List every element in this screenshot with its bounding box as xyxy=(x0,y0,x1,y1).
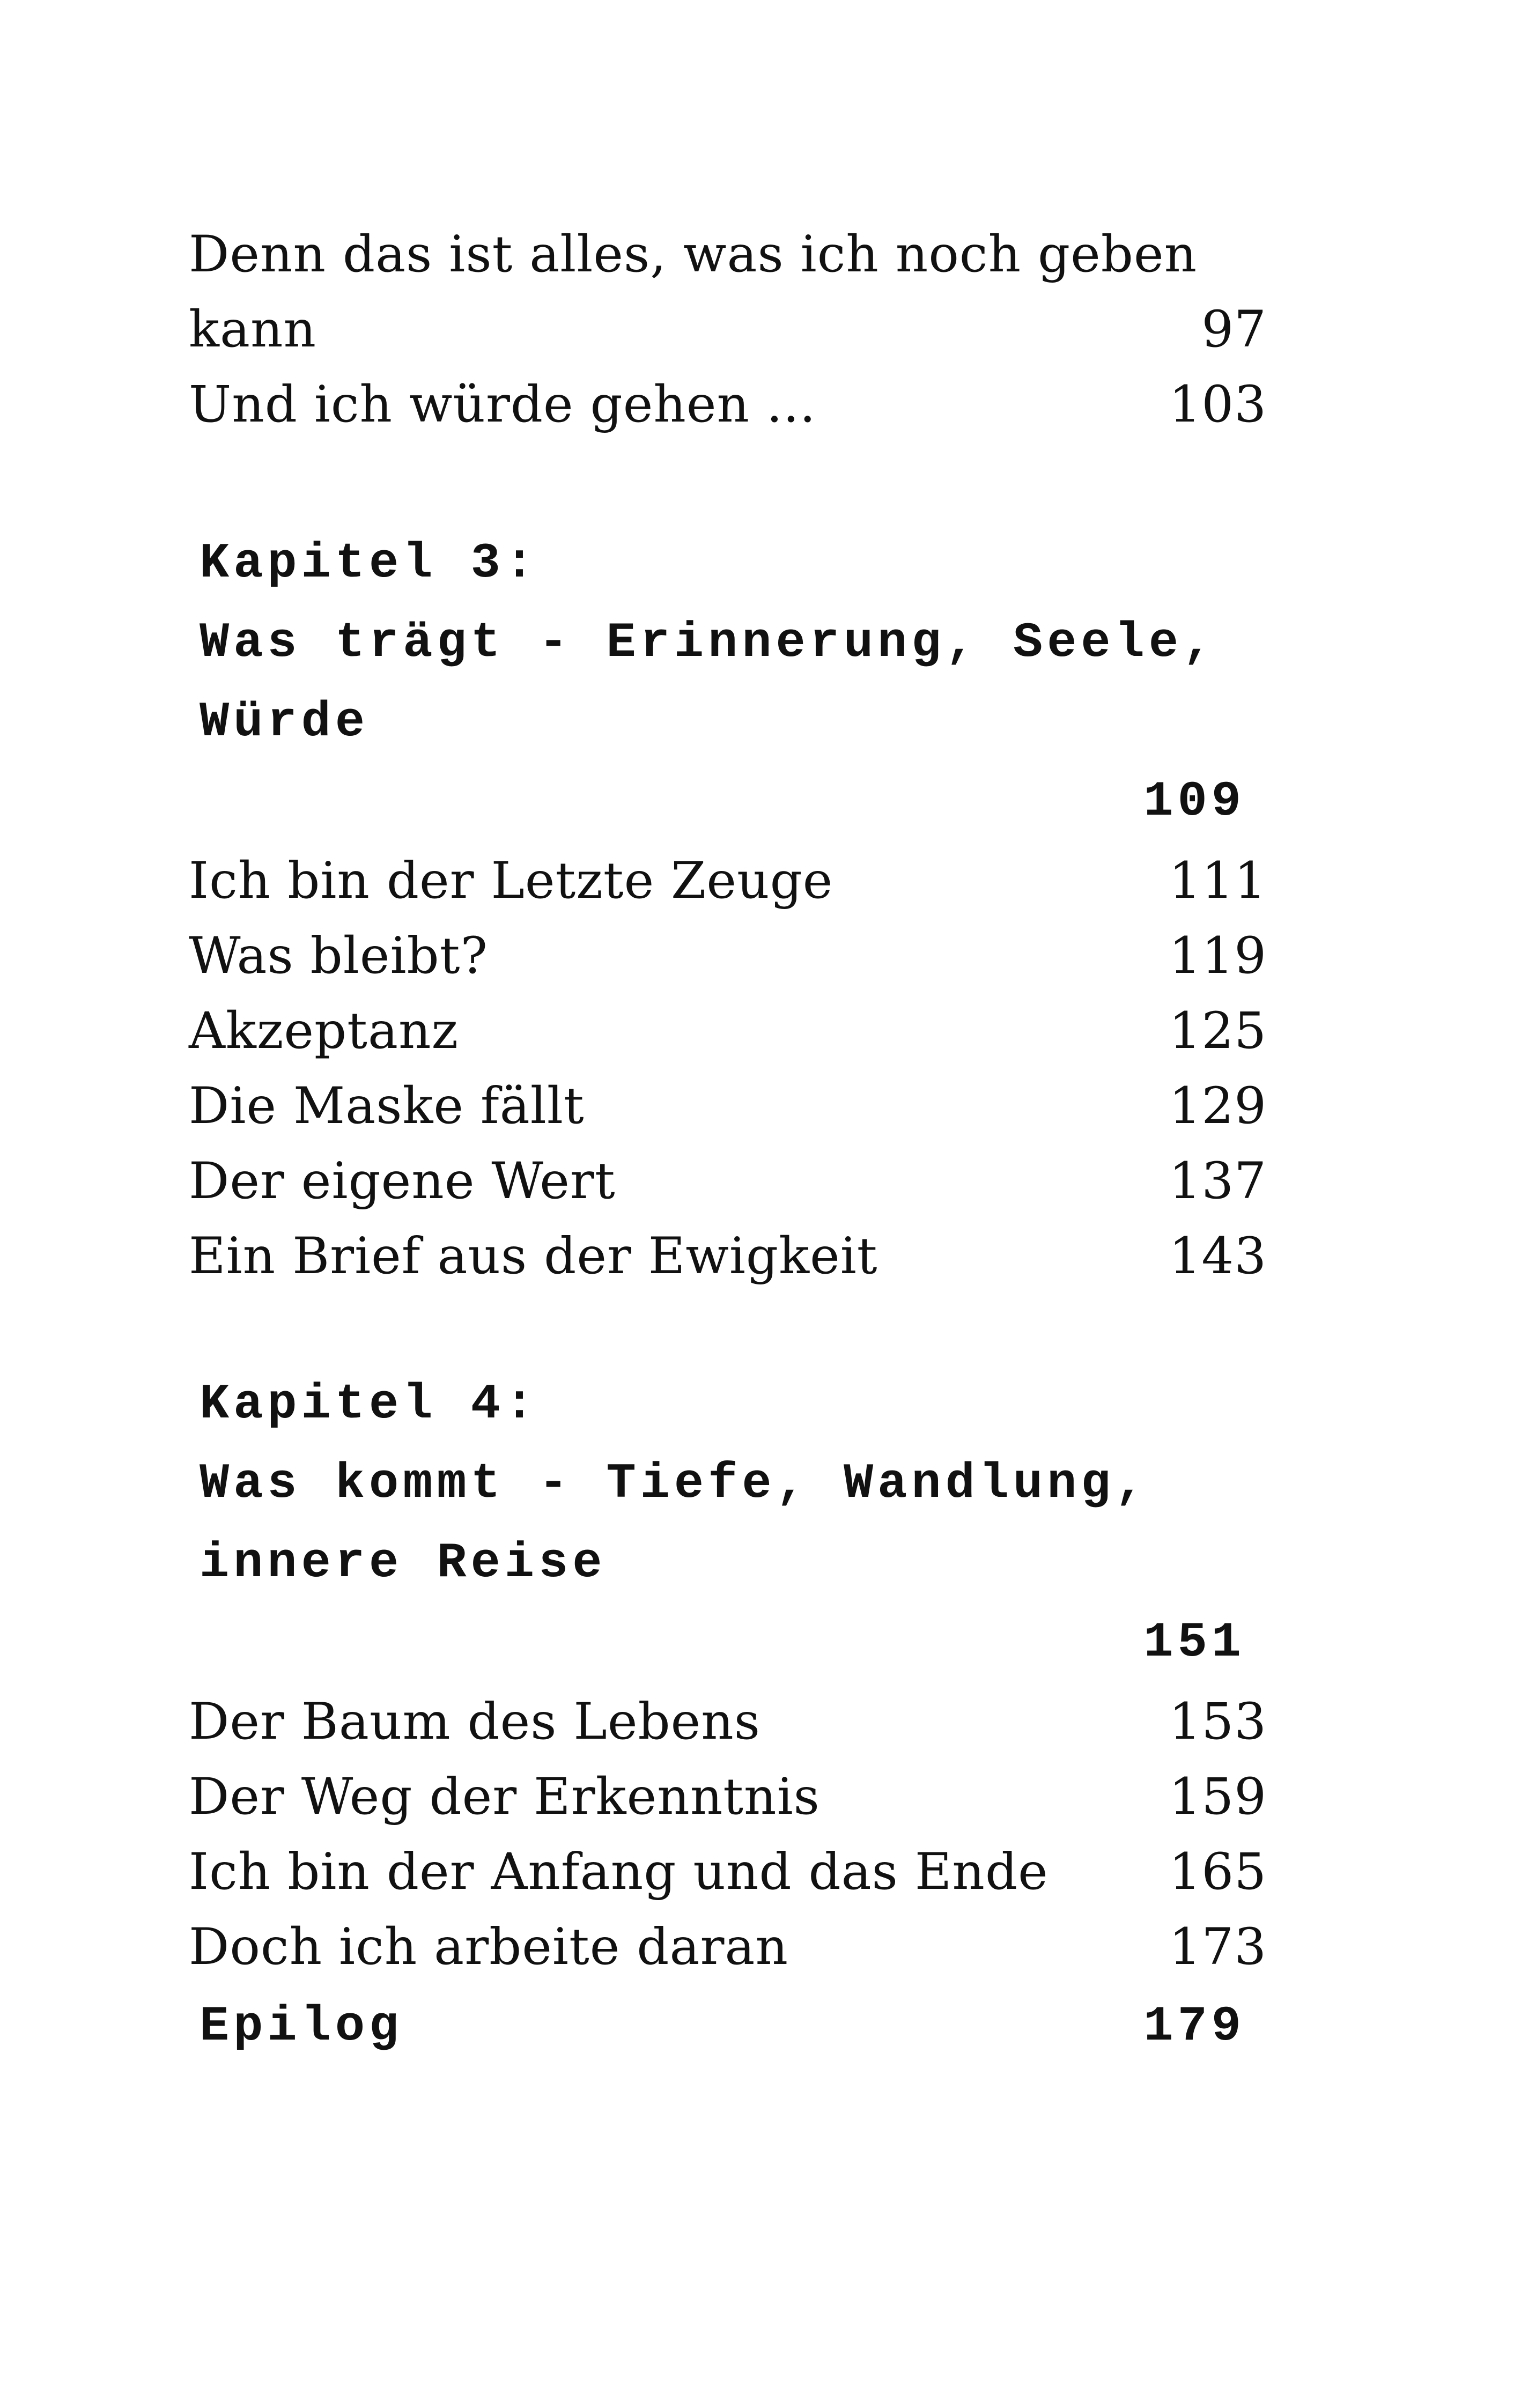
chapter-4-title-line1: Was kommt - Tiefe, Wandlung, xyxy=(200,1456,1149,1512)
toc-entry-page: 165 xyxy=(1169,1843,1267,1901)
toc-entry-title: Akzeptanz xyxy=(189,1002,459,1060)
toc-entry-page: 97 xyxy=(1201,300,1267,359)
toc-entry[interactable] xyxy=(189,300,1267,375)
chapter-3-page: 109 xyxy=(1143,773,1245,830)
toc-entry-title: kann xyxy=(189,300,317,359)
toc-entry[interactable] xyxy=(189,1227,1267,1302)
toc-entry[interactable] xyxy=(189,1152,1267,1227)
toc-entry-title: Der Baum des Lebens xyxy=(189,1693,761,1751)
toc-entry-title: Denn das ist alles, was ich noch geben xyxy=(189,225,1198,284)
toc-entry-title: Ein Brief aus der Ewigkeit xyxy=(189,1227,878,1286)
toc-entry-page: 111 xyxy=(1169,852,1267,910)
toc-entry[interactable] xyxy=(189,375,1267,450)
toc-entry-page: 159 xyxy=(1169,1768,1267,1826)
chapter-4-label: Kapitel 4: xyxy=(200,1376,539,1432)
toc-entry-page: 143 xyxy=(1169,1227,1267,1286)
toc-entry-title: Der eigene Wert xyxy=(189,1152,616,1210)
toc-entry[interactable] xyxy=(189,927,1267,1002)
toc-entry[interactable] xyxy=(189,1843,1267,1918)
toc-entry-page: 137 xyxy=(1169,1152,1267,1210)
toc-entry-page: 119 xyxy=(1169,927,1267,985)
toc-entry[interactable] xyxy=(189,1693,1267,1768)
toc-entry[interactable] xyxy=(189,1918,1267,1993)
toc-epilog[interactable] xyxy=(200,1998,1278,2073)
chapter-4-title-line2: innere Reise xyxy=(200,1535,607,1591)
chapter-3-title-line2: Würde xyxy=(200,694,370,750)
toc-entry-title: Ich bin der Anfang und das Ende xyxy=(189,1843,1049,1901)
toc-entry-page: 125 xyxy=(1169,1002,1267,1060)
chapter-3-label: Kapitel 3: xyxy=(200,535,539,592)
chapter-4-page: 151 xyxy=(1143,1614,1245,1671)
toc-entry-title: Der Weg der Erkenntnis xyxy=(189,1768,820,1826)
toc-entry[interactable] xyxy=(189,852,1267,927)
chapter-3-title-line1: Was trägt - Erinnerung, Seele, xyxy=(200,615,1217,671)
toc-entry-page: 103 xyxy=(1169,375,1267,434)
toc-entry-page: 129 xyxy=(1169,1077,1267,1135)
toc-entry-title: Die Maske fällt xyxy=(189,1077,585,1135)
toc-entry-page: 173 xyxy=(1169,1918,1267,1976)
toc-entry[interactable] xyxy=(189,1768,1267,1843)
toc-entry-title: Was bleibt? xyxy=(189,927,488,985)
toc-entry-title: Ich bin der Letzte Zeuge xyxy=(189,852,833,910)
toc-entry-page: 153 xyxy=(1169,1693,1267,1751)
toc-entry-title: Und ich würde gehen ... xyxy=(189,375,816,434)
toc-entry-title: Doch ich arbeite daran xyxy=(189,1918,789,1976)
toc-entry[interactable] xyxy=(189,225,1267,300)
toc-epilog-title: Epilog xyxy=(200,1998,403,2055)
toc-epilog-page: 179 xyxy=(1143,1998,1245,2055)
toc-entry[interactable] xyxy=(189,1002,1267,1077)
toc-entry[interactable] xyxy=(189,1077,1267,1152)
